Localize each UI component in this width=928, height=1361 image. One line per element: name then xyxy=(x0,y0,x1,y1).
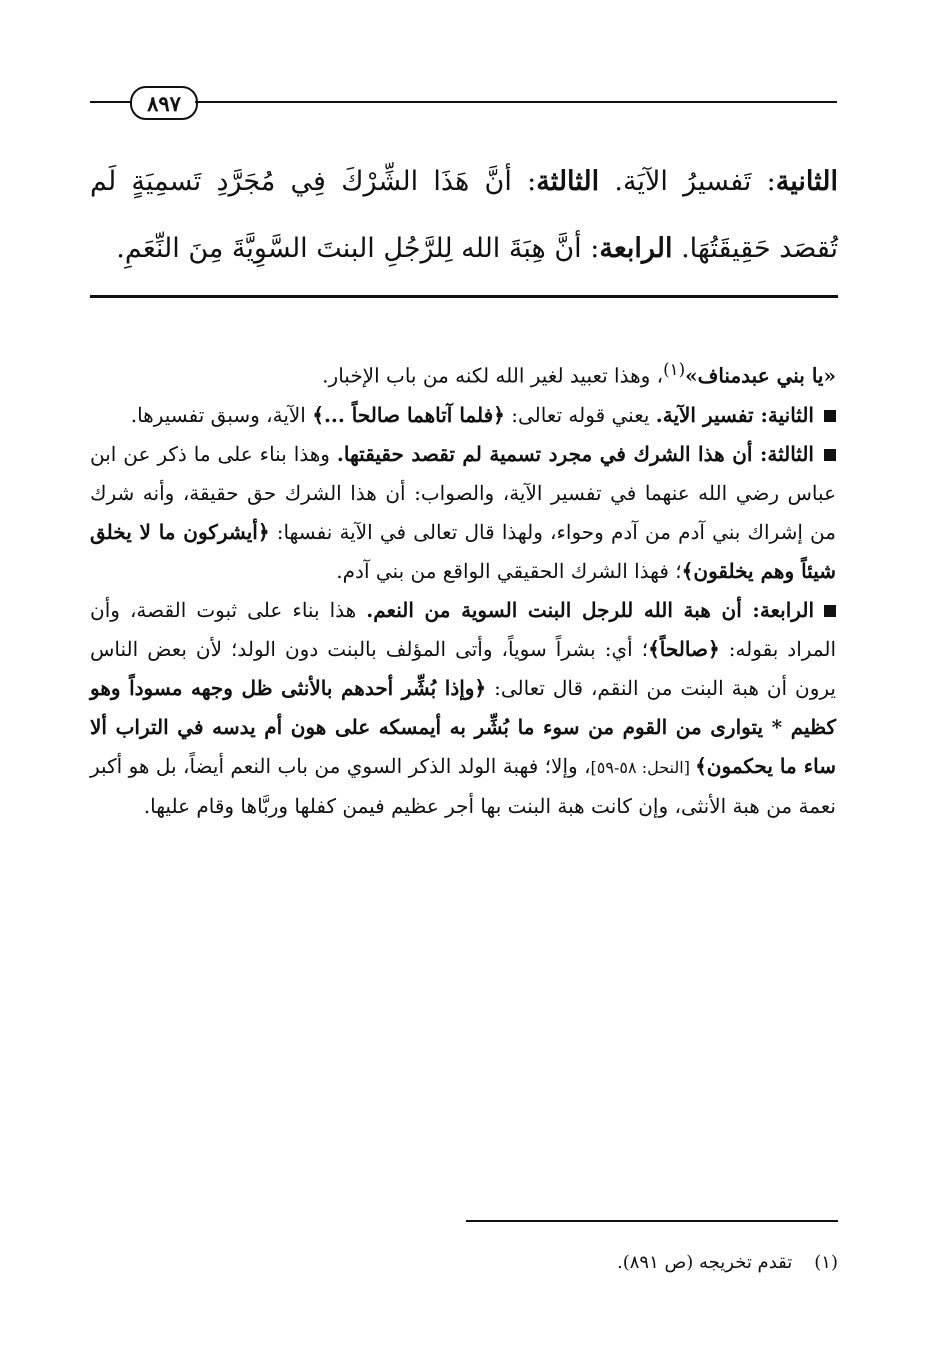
summary-divider xyxy=(90,295,838,298)
summary-text-fourth: : أنَّ هِبَةَ الله لِلرَّجُلِ البنتَ السَّوِيَّةَ مِنَ النِّعَمِ. xyxy=(116,233,600,264)
issue-label: الرابعة: أن هبة الله للرجل البنت السوية من النعم. xyxy=(366,597,814,622)
quran-quote: ﴿وإذا بُشِّر أحدهم بالأنثى ظل وجهه مسوداً وهو كظيم * يتوارى من القوم من سوء ما بُشِّر به أيمسكه على هون أم يدسه في التراب ألا ساء ما يحكمون﴾ xyxy=(90,675,837,778)
paragraph-intro xyxy=(90,350,836,396)
paragraph-second-issue xyxy=(90,396,836,435)
summary-text-third: : أنَّ هَذَا الشِّرْكَ فِي مُجَرَّدِ تَسمِيَةٍ لَم تُقصَد حَقِيقَتُهَا. xyxy=(90,166,838,264)
paragraph-text: الآية، وسبق تفسيرها. xyxy=(130,402,313,427)
paragraph-fourth-issue xyxy=(90,591,836,826)
paragraph-text: ، وإلا؛ فهبة الولد الذكر السوي من باب النعم أيضاً، بل هو أكبر نعمة من هبة الأنثى، وإن كانت هبة البنت بها أجر عظيم فيمن كفلها وربَّاها وقام عليها. xyxy=(90,753,836,818)
quran-quote: ﴿فلما آتاهما صالحاً ...﴾ xyxy=(312,402,505,427)
footnote-divider xyxy=(466,1220,838,1222)
footnote-text: تقدم تخريجه (ص ٨٩١). xyxy=(617,1252,793,1273)
paragraph-text: يعني قوله تعالى: xyxy=(504,402,656,427)
quran-quote: ﴿صالحاً﴾ xyxy=(648,636,720,661)
issues-summary xyxy=(90,148,838,282)
surah-reference: [النحل: ٥٨-٥٩] xyxy=(590,757,696,777)
square-bullet-icon xyxy=(824,605,836,617)
issue-label: الثالثة: أن هذا الشرك في مجرد تسمية لم تقصد حقيقتها. xyxy=(336,441,814,466)
paragraph-text: وهذا بناء على ما ذكر عن ابن عباس رضي الله عنهما في تفسير الآية، والصواب: أن هذا الشرك حق حقيقة، وأنه شرك من إشراك بني آدم من آدم وحواء، ولهذا قال تعالى في الآية نفسها: xyxy=(90,441,836,544)
paragraph-text: ؛ فهذا الشرك الحقيقي الواقع من بني آدم. xyxy=(336,558,682,583)
commentary-body xyxy=(90,350,836,826)
footnote xyxy=(460,1250,838,1276)
quoted-call: «يا بني عبدمناف» xyxy=(685,363,836,388)
summary-text-second: : تَفسيرُ الآيَة. xyxy=(614,166,776,197)
footnote-number: (١) xyxy=(814,1252,838,1273)
summary-label-fourth: الرابعة xyxy=(599,233,673,264)
header-rule-left xyxy=(90,101,130,103)
summary-label-third: الثالثة xyxy=(536,166,600,197)
paragraph-text: هذا بناء على ثبوت القصة، وأن المراد بقوله: xyxy=(90,597,837,661)
paragraph-text: ، وهذا تعبيد لغير الله لكنه من باب الإخبار. xyxy=(322,363,664,388)
square-bullet-icon xyxy=(824,410,836,422)
footnote-marker: (١) xyxy=(663,360,686,379)
issue-label: الثانية: تفسير الآية. xyxy=(655,402,814,427)
paragraph-third-issue xyxy=(90,435,836,591)
square-bullet-icon xyxy=(824,449,836,461)
quran-quote: ﴿أيشركون ما لا يخلق شيئاً وهم يخلقون﴾ xyxy=(90,519,836,583)
summary-label-second: الثانية xyxy=(775,166,838,197)
header-rule-right xyxy=(195,101,837,103)
page-number-badge: ٨٩٧ xyxy=(130,86,198,120)
paragraph-text: ؛ أي: بشراً سوياً، وأتى المؤلف بالبنت دون الولد؛ لأن بعض الناس يرون أن هبة البنت من النقم، قال تعالى: xyxy=(90,636,836,700)
